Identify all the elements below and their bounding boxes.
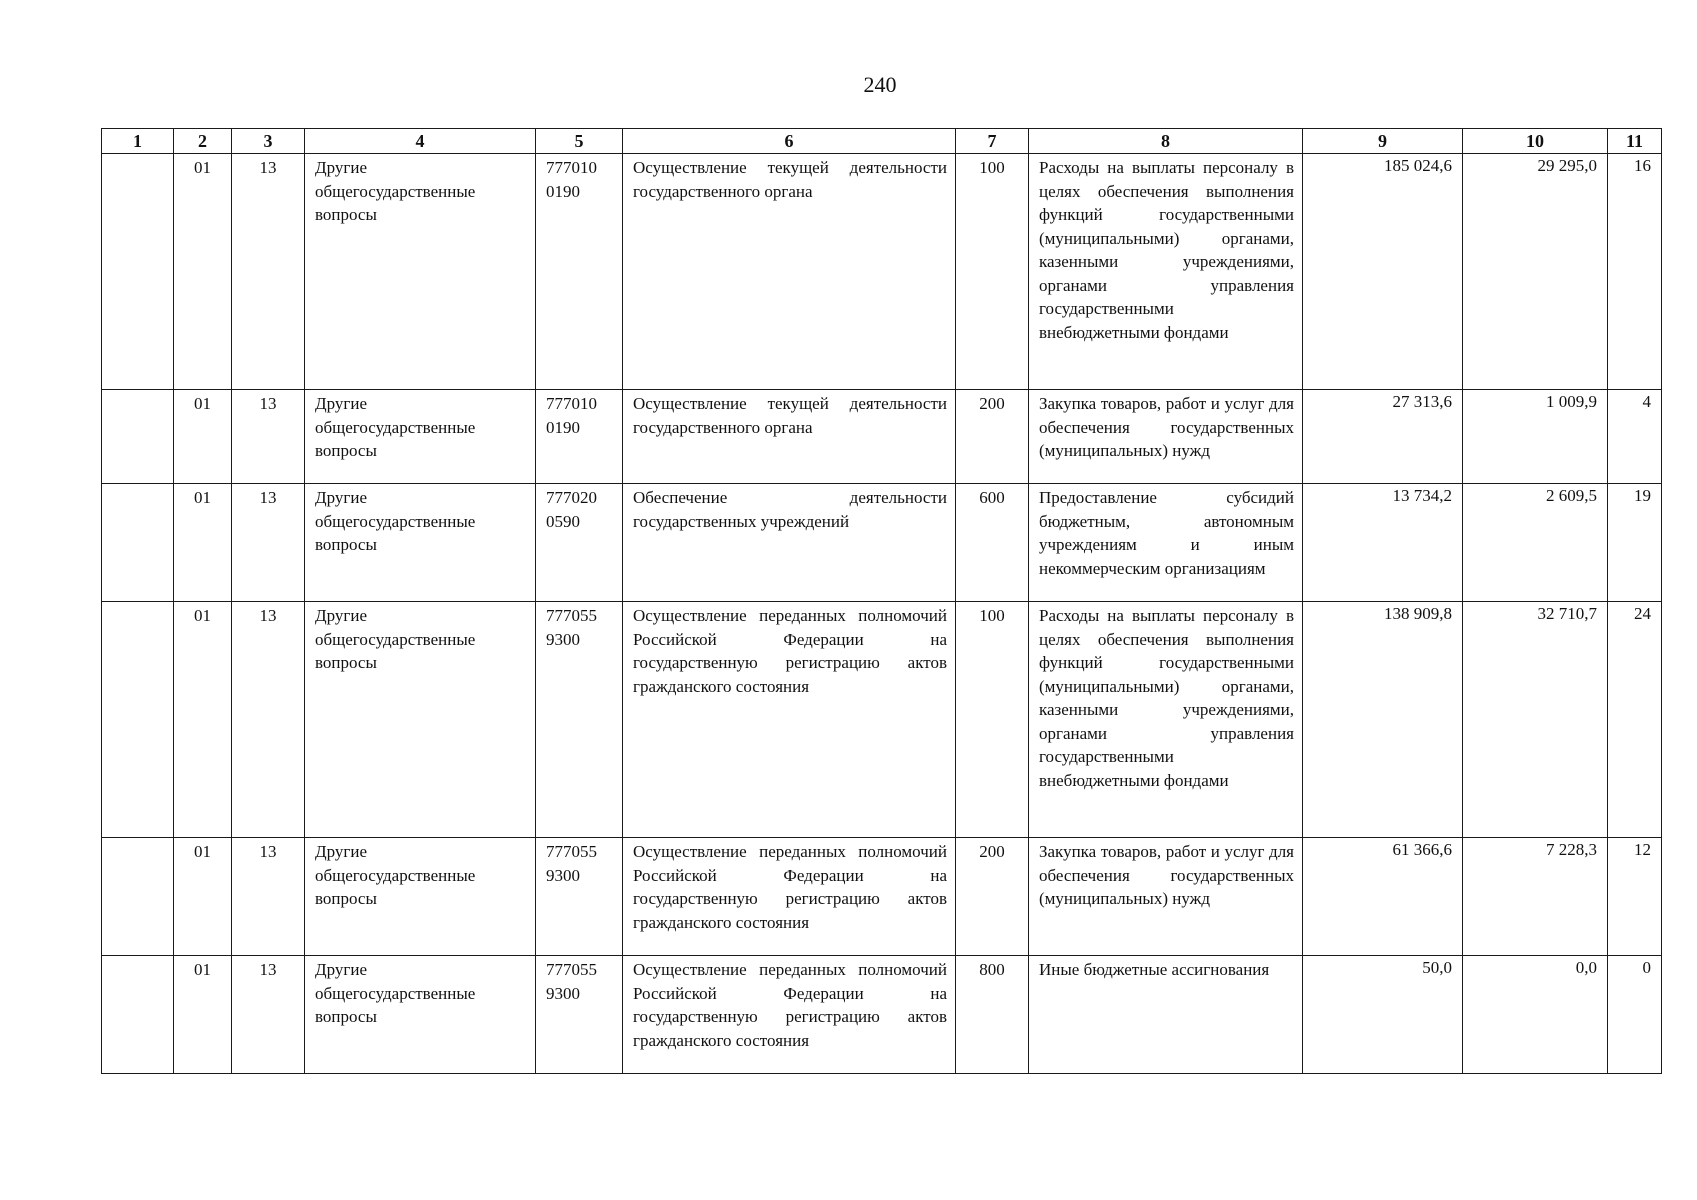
cell-amount-actual: 7 228,3 [1463,838,1608,956]
col-header-6: 6 [623,129,956,154]
cell-amount-actual: 1 009,9 [1463,390,1608,484]
cell-target-code: 777010 0190 [536,390,623,484]
cell-amount-actual: 2 609,5 [1463,484,1608,602]
cell-target-code: 777010 0190 [536,154,623,390]
cell-section-name: Другие общегосударственные вопросы [305,956,536,1074]
cell-expense-name: Закупка товаров, работ и услуг для обеспечения государственных (муниципальных) нужд [1029,838,1303,956]
cell-expense-name: Иные бюджетные ассигнования [1029,956,1303,1074]
cell-amount-plan: 13 734,2 [1303,484,1463,602]
col-header-7: 7 [956,129,1029,154]
cell-subsection: 13 [232,390,305,484]
cell-section-name: Другие общегосударственные вопросы [305,154,536,390]
cell-col1 [102,390,174,484]
cell-subsection: 13 [232,838,305,956]
cell-section: 01 [174,390,232,484]
cell-subsection: 13 [232,956,305,1074]
cell-section-name: Другие общегосударственные вопросы [305,602,536,838]
cell-amount-plan: 185 024,6 [1303,154,1463,390]
cell-target-name: Обеспечение деятельности государственных учреждений [623,484,956,602]
cell-subsection: 13 [232,154,305,390]
col-header-9: 9 [1303,129,1463,154]
cell-section-name: Другие общегосударственные вопросы [305,838,536,956]
cell-section-name: Другие общегосударственные вопросы [305,390,536,484]
cell-percent: 4 [1608,390,1662,484]
cell-expense-name: Предоставление субсидий бюджетным, автономным учреждениям и иным некоммерческим организациям [1029,484,1303,602]
cell-section: 01 [174,838,232,956]
cell-percent: 24 [1608,602,1662,838]
cell-expense-name: Расходы на выплаты персоналу в целях обеспечения выполнения функций государственными (муниципальными) органами, казенными учреждениями, органами управления государственными внебюджетными фондами [1029,602,1303,838]
cell-section: 01 [174,956,232,1074]
table-row [102,838,1662,956]
budget-table [101,128,1662,1074]
cell-amount-plan: 27 313,6 [1303,390,1463,484]
col-header-4: 4 [305,129,536,154]
col-header-8: 8 [1029,129,1303,154]
cell-amount-plan: 50,0 [1303,956,1463,1074]
cell-expense-type: 600 [956,484,1029,602]
col-header-11: 11 [1608,129,1662,154]
cell-target-code: 777055 9300 [536,838,623,956]
cell-expense-name: Закупка товаров, работ и услуг для обеспечения государственных (муниципальных) нужд [1029,390,1303,484]
cell-section-name: Другие общегосударственные вопросы [305,484,536,602]
cell-amount-plan: 138 909,8 [1303,602,1463,838]
cell-subsection: 13 [232,602,305,838]
table-row [102,956,1662,1074]
cell-expense-type: 100 [956,154,1029,390]
table-row [102,390,1662,484]
cell-col1 [102,838,174,956]
cell-target-name: Осуществление переданных полномочий Российской Федерации на государственную регистрацию актов гражданского состояния [623,838,956,956]
col-header-1: 1 [102,129,174,154]
cell-target-name: Осуществление переданных полномочий Российской Федерации на государственную регистрацию актов гражданского состояния [623,602,956,838]
table-row [102,602,1662,838]
cell-section: 01 [174,602,232,838]
col-header-10: 10 [1463,129,1608,154]
cell-amount-plan: 61 366,6 [1303,838,1463,956]
cell-expense-type: 200 [956,390,1029,484]
cell-percent: 12 [1608,838,1662,956]
cell-target-name: Осуществление переданных полномочий Российской Федерации на государственную регистрацию актов гражданского состояния [623,956,956,1074]
cell-expense-name: Расходы на выплаты персоналу в целях обеспечения выполнения функций государственными (муниципальными) органами, казенными учреждениями, органами управления государственными внебюджетными фондами [1029,154,1303,390]
cell-col1 [102,956,174,1074]
col-header-2: 2 [174,129,232,154]
cell-section: 01 [174,484,232,602]
header-row [102,129,1662,154]
cell-amount-actual: 0,0 [1463,956,1608,1074]
cell-target-code: 777020 0590 [536,484,623,602]
cell-amount-actual: 29 295,0 [1463,154,1608,390]
col-header-5: 5 [536,129,623,154]
cell-col1 [102,484,174,602]
cell-expense-type: 800 [956,956,1029,1074]
cell-col1 [102,602,174,838]
cell-target-code: 777055 9300 [536,956,623,1074]
cell-percent: 19 [1608,484,1662,602]
cell-percent: 16 [1608,154,1662,390]
cell-percent: 0 [1608,956,1662,1074]
cell-col1 [102,154,174,390]
table-row [102,484,1662,602]
cell-target-name: Осуществление текущей деятельности государственного органа [623,390,956,484]
page-number: 240 [863,72,897,97]
cell-target-code: 777055 9300 [536,602,623,838]
cell-section: 01 [174,154,232,390]
col-header-3: 3 [232,129,305,154]
cell-subsection: 13 [232,484,305,602]
cell-expense-type: 200 [956,838,1029,956]
cell-target-name: Осуществление текущей деятельности государственного органа [623,154,956,390]
table-row [102,154,1662,390]
cell-amount-actual: 32 710,7 [1463,602,1608,838]
cell-expense-type: 100 [956,602,1029,838]
